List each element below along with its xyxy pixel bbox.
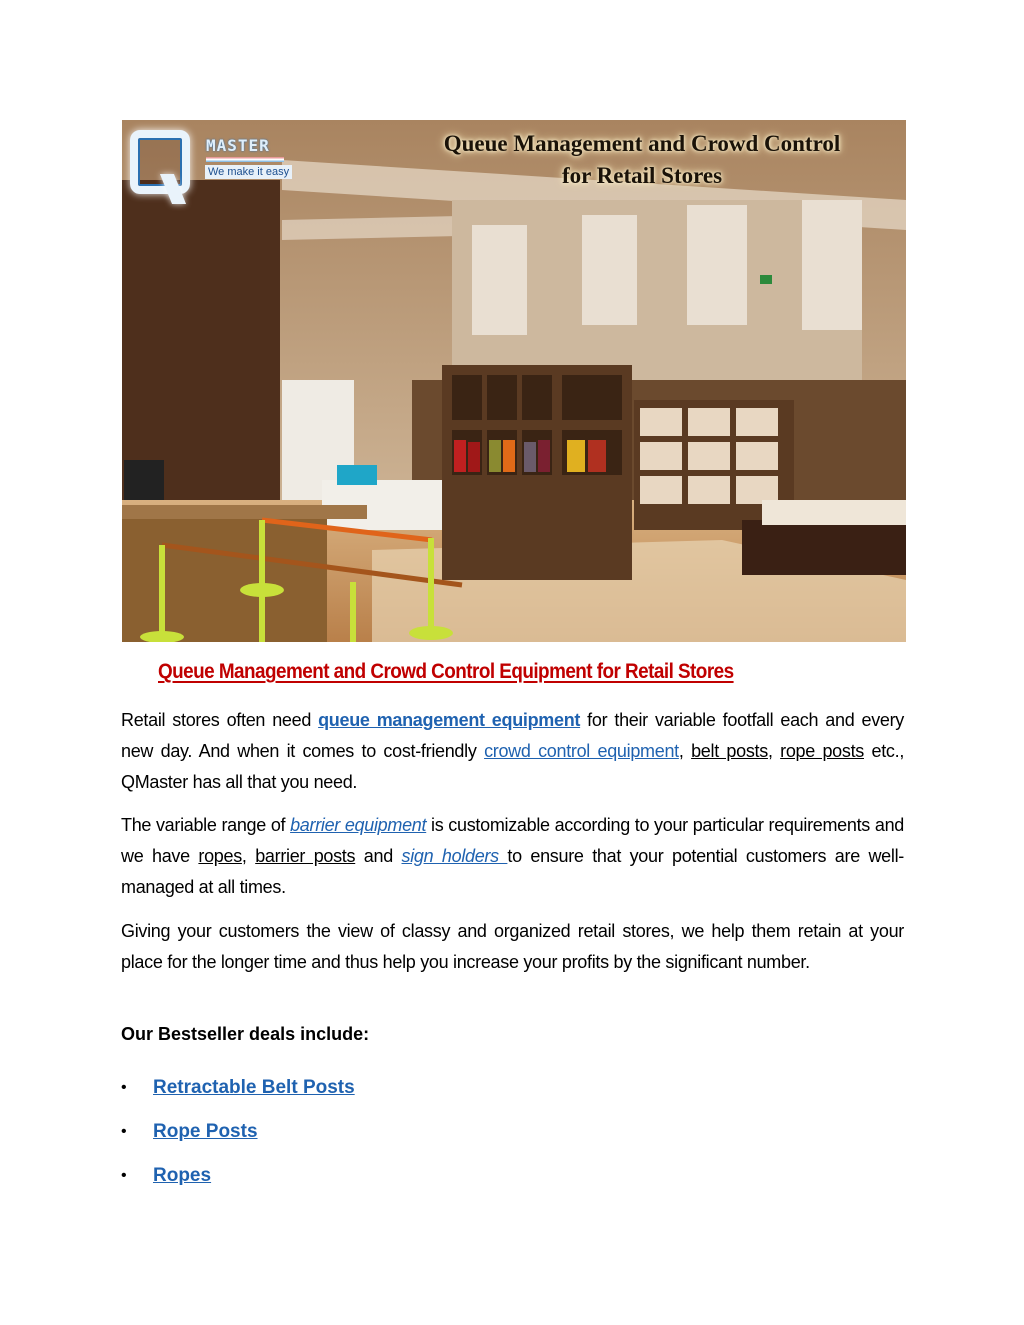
list-item: [121, 1066, 355, 1110]
qmaster-logo: [130, 130, 290, 210]
paragraph-intro: [121, 705, 904, 798]
paragraph-barrier-range: [121, 810, 904, 903]
text: ,: [767, 741, 781, 761]
bestseller-list: [121, 1066, 355, 1198]
link-barrier-posts[interactable]: barrier posts: [255, 846, 356, 866]
link-rope-posts-list[interactable]: Rope Posts: [153, 1121, 258, 1142]
logo-wordmark: MASTER: [206, 136, 270, 155]
link-retractable-belt-posts[interactable]: Retractable Belt Posts: [153, 1077, 355, 1098]
text: and: [355, 846, 402, 866]
link-crowd-control-equipment[interactable]: crowd control equipment: [484, 741, 679, 761]
link-queue-management-equipment[interactable]: queue management equipment: [318, 710, 581, 730]
text: ,: [678, 741, 692, 761]
text: etc., QMaster has all that you need.: [121, 741, 905, 792]
logo-q-mark: [130, 130, 190, 194]
document-heading: Queue Management and Crowd Control Equipment for Retail Stores: [158, 660, 734, 683]
link-sign-holders[interactable]: sign holders: [401, 846, 508, 866]
text: ,: [241, 846, 256, 866]
paragraph-benefits: Giving your customers the view of classy and organized retail stores, we help them retain at your place for the longer time and thus help you increase your profits by the significant number.: [121, 921, 904, 972]
bullet-icon: •: [121, 1167, 127, 1184]
link-rope-posts[interactable]: rope posts: [780, 741, 864, 761]
bullet-icon: •: [121, 1123, 127, 1140]
link-barrier-equipment[interactable]: barrier equipment: [290, 815, 427, 835]
bestseller-subheading: Our Bestseller deals include:: [121, 1024, 370, 1044]
logo-tagline: We make it easy: [205, 165, 292, 179]
hero-title-line-2: for Retail Stores: [561, 163, 723, 188]
logo-stripes: [206, 157, 284, 162]
hero-title: [372, 128, 906, 192]
hero-title-line-1: Queue Management and Crowd Control: [443, 131, 841, 156]
text: Retail stores often need: [121, 710, 319, 730]
link-ropes-list[interactable]: Ropes: [153, 1165, 212, 1186]
link-belt-posts[interactable]: belt posts: [691, 741, 768, 761]
text: for their variable footfall each and every new day. And when it comes to cost-friendly: [121, 710, 904, 761]
list-item: [121, 1154, 355, 1198]
bullet-icon: •: [121, 1079, 127, 1096]
text: to ensure that your potential customers are well-managed at all times.: [121, 846, 904, 897]
list-item: [121, 1110, 355, 1154]
hero-banner-image: [122, 120, 906, 642]
text: The variable range of: [121, 815, 291, 835]
link-ropes[interactable]: ropes: [198, 846, 242, 866]
text: is customizable according to your particular requirements and we have: [121, 815, 904, 866]
